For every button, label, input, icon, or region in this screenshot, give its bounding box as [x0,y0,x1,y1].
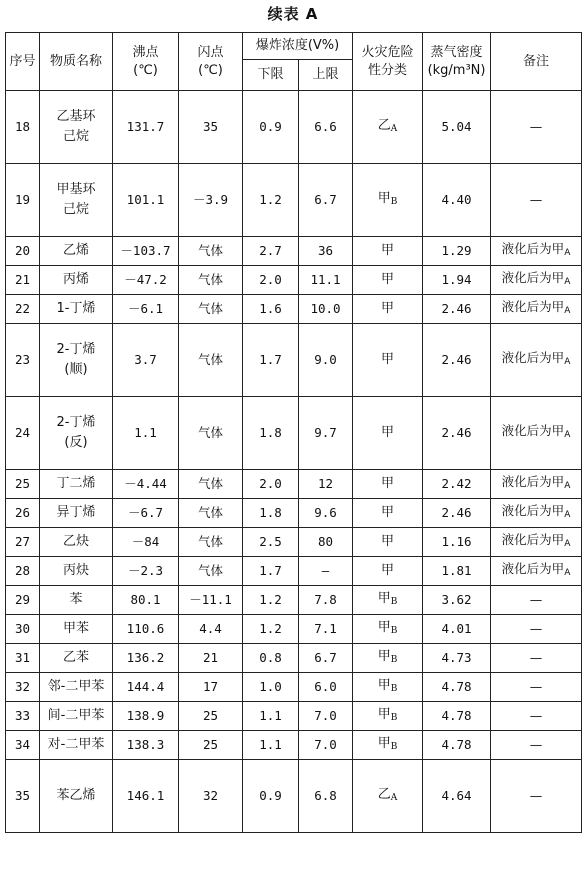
header-flash: 闪点 (℃) [179,33,243,91]
lower-limit-cell: 1.8 [243,397,299,470]
name-cell: 2-丁烯 (顺) [40,324,113,397]
vapor-density-cell: 5.04 [423,91,491,164]
header-fire-class: 火灾危险 性分类 [353,33,423,91]
boiling-point-cell: －2.3 [113,557,179,586]
flash-point-cell: 35 [179,91,243,164]
seq-cell: 24 [6,397,40,470]
vapor-density-cell: 4.78 [423,702,491,731]
table-row [6,731,582,760]
boiling-point-cell: 101.1 [113,164,179,237]
note-cell: — [491,586,582,615]
vapor-density-cell: 4.73 [423,644,491,673]
boiling-point-cell: －103.7 [113,237,179,266]
fire-class-cell: 乙$_A$ [353,91,423,164]
seq-cell: 20 [6,237,40,266]
fire-class-cell: 甲 [353,557,423,586]
fire-class-cell: 甲 [353,397,423,470]
flash-point-cell: 32 [179,760,243,833]
header-vapor-density: 蒸气密度 (kg/m³N) [423,33,491,91]
name-cell: 乙炔 [40,528,113,557]
lower-limit-cell: 1.2 [243,586,299,615]
table-row [6,295,582,324]
seq-cell: 21 [6,266,40,295]
flash-point-cell: 气体 [179,557,243,586]
table-row [6,164,582,237]
upper-limit-cell: 7.0 [299,702,353,731]
lower-limit-cell: 1.2 [243,164,299,237]
table-row [6,237,582,266]
upper-limit-cell: 7.8 [299,586,353,615]
lower-limit-cell: 1.7 [243,324,299,397]
boiling-point-cell: 146.1 [113,760,179,833]
boiling-point-cell: 1.1 [113,397,179,470]
fire-class-cell: 甲$_B$ [353,615,423,644]
upper-limit-cell: 12 [299,470,353,499]
note-cell: — [491,644,582,673]
name-cell: 间-二甲苯 [40,702,113,731]
seq-cell: 32 [6,673,40,702]
fire-class-cell: 甲$_B$ [353,702,423,731]
header-note: 备注 [491,33,582,91]
table-row [6,644,582,673]
upper-limit-cell: 9.0 [299,324,353,397]
note-cell: 液化后为甲$_A$ [491,324,582,397]
upper-limit-cell: 6.6 [299,91,353,164]
note-cell: 液化后为甲$_A$ [491,237,582,266]
flash-point-cell: 21 [179,644,243,673]
vapor-density-cell: 4.64 [423,760,491,833]
fire-class-cell: 甲$_B$ [353,673,423,702]
upper-limit-cell: 7.0 [299,731,353,760]
upper-limit-cell: — [299,557,353,586]
boiling-point-cell: 3.7 [113,324,179,397]
upper-limit-cell: 6.7 [299,164,353,237]
upper-limit-cell: 80 [299,528,353,557]
upper-limit-cell: 11.1 [299,266,353,295]
vapor-density-cell: 1.94 [423,266,491,295]
upper-limit-cell: 6.7 [299,644,353,673]
vapor-density-cell: 4.01 [423,615,491,644]
lower-limit-cell: 0.8 [243,644,299,673]
flash-point-cell: －11.1 [179,586,243,615]
boiling-point-cell: 144.4 [113,673,179,702]
vapor-density-cell: 2.46 [423,295,491,324]
flash-point-cell: 气体 [179,470,243,499]
flash-point-cell: 气体 [179,266,243,295]
name-cell: 2-丁烯 (反) [40,397,113,470]
table-row [6,499,582,528]
flash-point-cell: 17 [179,673,243,702]
vapor-density-cell: 4.78 [423,731,491,760]
lower-limit-cell: 1.1 [243,731,299,760]
note-cell: 液化后为甲$_A$ [491,528,582,557]
note-cell: — [491,731,582,760]
fire-class-cell: 甲 [353,324,423,397]
note-cell: 液化后为甲$_A$ [491,295,582,324]
vapor-density-cell: 1.29 [423,237,491,266]
lower-limit-cell: 2.5 [243,528,299,557]
vapor-density-cell: 2.46 [423,324,491,397]
flash-point-cell: 气体 [179,499,243,528]
boiling-point-cell: 138.3 [113,731,179,760]
header-seq: 序号 [6,33,40,91]
flash-point-cell: 25 [179,702,243,731]
flash-point-cell: 气体 [179,324,243,397]
fire-class-cell: 甲$_B$ [353,586,423,615]
boiling-point-cell: －6.1 [113,295,179,324]
header-lower: 下限 [243,60,299,91]
upper-limit-cell: 9.7 [299,397,353,470]
name-cell: 苯 [40,586,113,615]
name-cell: 乙烯 [40,237,113,266]
fire-class-cell: 甲$_B$ [353,644,423,673]
flash-point-cell: 气体 [179,397,243,470]
fire-class-cell: 甲 [353,499,423,528]
note-cell: — [491,164,582,237]
vapor-density-cell: 2.46 [423,397,491,470]
upper-limit-cell: 36 [299,237,353,266]
note-cell: 液化后为甲$_A$ [491,499,582,528]
header-name: 物质名称 [40,33,113,91]
seq-cell: 19 [6,164,40,237]
name-cell: 丁二烯 [40,470,113,499]
flash-point-cell: 气体 [179,237,243,266]
name-cell: 甲基环 己烷 [40,164,113,237]
header-explosive: 爆炸浓度(V%) [243,33,353,60]
note-cell: — [491,91,582,164]
name-cell: 乙基环 己烷 [40,91,113,164]
upper-limit-cell: 6.0 [299,673,353,702]
note-cell: 液化后为甲$_A$ [491,266,582,295]
header-boiling: 沸点 (℃) [113,33,179,91]
table-title: 续表 A [267,5,319,23]
note-cell: — [491,760,582,833]
flash-point-cell: 25 [179,731,243,760]
fire-class-cell: 甲$_B$ [353,731,423,760]
lower-limit-cell: 1.8 [243,499,299,528]
table-row [6,586,582,615]
seq-cell: 25 [6,470,40,499]
table-row [6,470,582,499]
upper-limit-cell: 6.8 [299,760,353,833]
name-cell: 对-二甲苯 [40,731,113,760]
fire-class-cell: 甲 [353,528,423,557]
seq-cell: 33 [6,702,40,731]
fire-class-cell: 甲 [353,266,423,295]
upper-limit-cell: 9.6 [299,499,353,528]
boiling-point-cell: －84 [113,528,179,557]
boiling-point-cell: －4.44 [113,470,179,499]
table-body [6,91,582,833]
lower-limit-cell: 0.9 [243,760,299,833]
boiling-point-cell: －6.7 [113,499,179,528]
note-cell: 液化后为甲$_A$ [491,470,582,499]
vapor-density-cell: 2.46 [423,499,491,528]
seq-cell: 22 [6,295,40,324]
lower-limit-cell: 1.2 [243,615,299,644]
vapor-density-cell: 3.62 [423,586,491,615]
upper-limit-cell: 10.0 [299,295,353,324]
flash-point-cell: 气体 [179,528,243,557]
seq-cell: 31 [6,644,40,673]
table-row [6,528,582,557]
vapor-density-cell: 1.16 [423,528,491,557]
name-cell: 邻-二甲苯 [40,673,113,702]
note-cell: — [491,615,582,644]
lower-limit-cell: 1.7 [243,557,299,586]
boiling-point-cell: 80.1 [113,586,179,615]
lower-limit-cell: 2.0 [243,266,299,295]
table-row [6,266,582,295]
name-cell: 甲苯 [40,615,113,644]
boiling-point-cell: －47.2 [113,266,179,295]
seq-cell: 18 [6,91,40,164]
name-cell: 丙炔 [40,557,113,586]
lower-limit-cell: 2.7 [243,237,299,266]
vapor-density-cell: 1.81 [423,557,491,586]
seq-cell: 23 [6,324,40,397]
seq-cell: 26 [6,499,40,528]
seq-cell: 35 [6,760,40,833]
table-row [6,324,582,397]
table-row [6,673,582,702]
table-row [6,557,582,586]
seq-cell: 34 [6,731,40,760]
table-row [6,91,582,164]
flash-point-cell: 气体 [179,295,243,324]
name-cell: 乙苯 [40,644,113,673]
table-row [6,615,582,644]
table-row [6,702,582,731]
boiling-point-cell: 136.2 [113,644,179,673]
table-row [6,397,582,470]
flash-point-cell: －3.9 [179,164,243,237]
seq-cell: 29 [6,586,40,615]
fire-class-cell: 乙$_A$ [353,760,423,833]
boiling-point-cell: 110.6 [113,615,179,644]
boiling-point-cell: 138.9 [113,702,179,731]
note-cell: 液化后为甲$_A$ [491,397,582,470]
lower-limit-cell: 1.6 [243,295,299,324]
seq-cell: 28 [6,557,40,586]
fire-class-cell: 甲 [353,237,423,266]
note-cell: — [491,702,582,731]
fire-class-cell: 甲$_B$ [353,164,423,237]
header-upper: 上限 [299,60,353,91]
hazard-data-table [5,32,582,833]
vapor-density-cell: 4.40 [423,164,491,237]
vapor-density-cell: 2.42 [423,470,491,499]
table-row [6,760,582,833]
name-cell: 1-丁烯 [40,295,113,324]
seq-cell: 27 [6,528,40,557]
boiling-point-cell: 131.7 [113,91,179,164]
seq-cell: 30 [6,615,40,644]
lower-limit-cell: 1.0 [243,673,299,702]
note-cell: — [491,673,582,702]
note-cell: 液化后为甲$_A$ [491,557,582,586]
name-cell: 异丁烯 [40,499,113,528]
lower-limit-cell: 1.1 [243,702,299,731]
fire-class-cell: 甲 [353,295,423,324]
upper-limit-cell: 7.1 [299,615,353,644]
lower-limit-cell: 2.0 [243,470,299,499]
name-cell: 苯乙烯 [40,760,113,833]
lower-limit-cell: 0.9 [243,91,299,164]
flash-point-cell: 4.4 [179,615,243,644]
fire-class-cell: 甲 [353,470,423,499]
vapor-density-cell: 4.78 [423,673,491,702]
name-cell: 丙烯 [40,266,113,295]
